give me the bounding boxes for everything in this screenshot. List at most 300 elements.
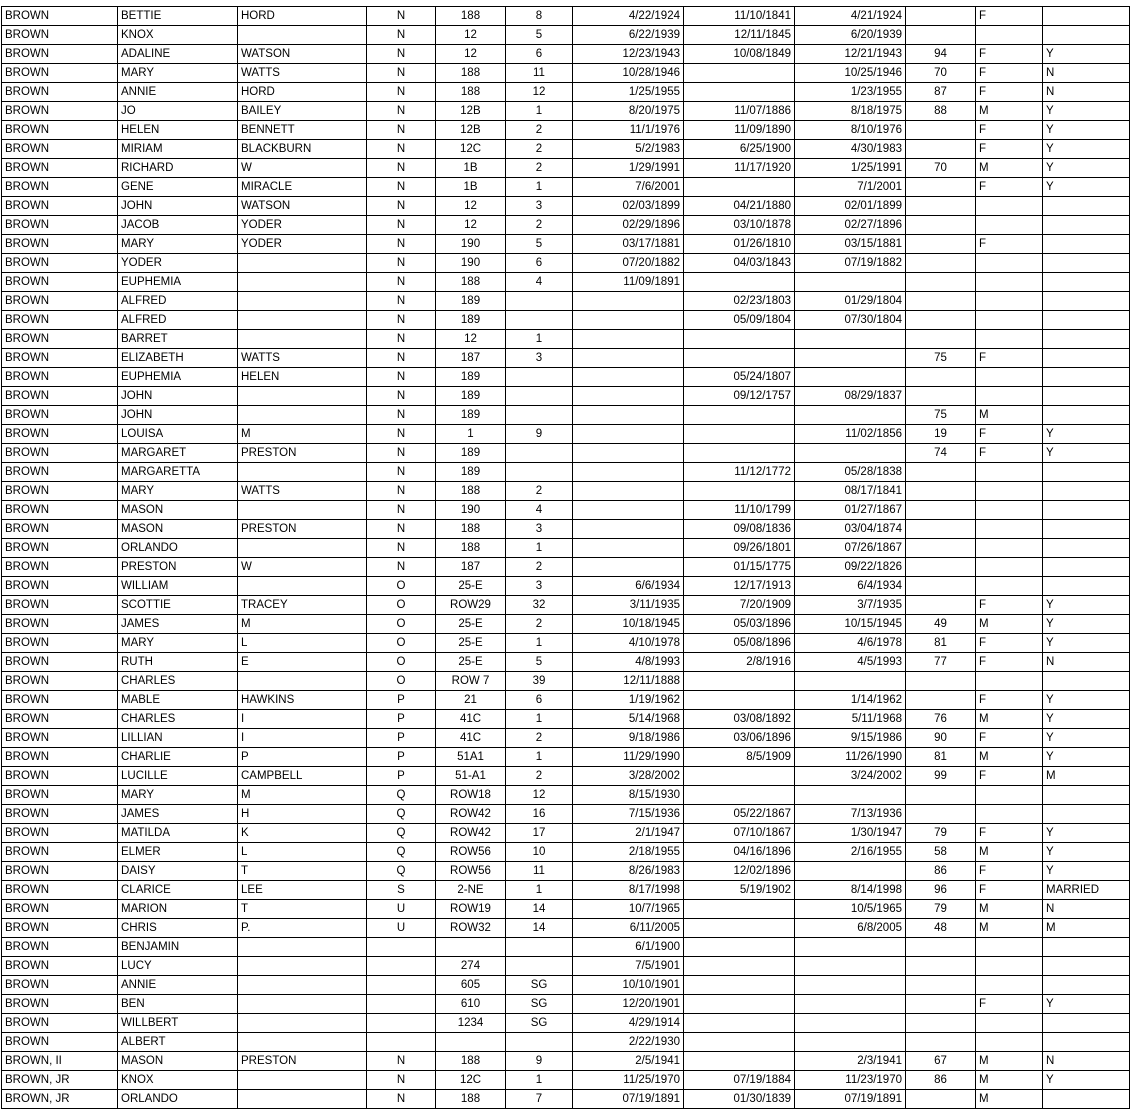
cell-sex: F (976, 425, 1043, 444)
cell-burial-date: 6/22/1939 (573, 26, 684, 45)
cell-flag (1043, 1090, 1130, 1109)
cell-middle-name (238, 577, 367, 596)
cell-grave (506, 1033, 573, 1052)
cell-middle-name: MIRACLE (238, 178, 367, 197)
cell-grave: 8 (506, 7, 573, 26)
cell-age (906, 254, 976, 273)
cell-birth-date (684, 1033, 795, 1052)
cell-surname: BROWN, JR (2, 1071, 118, 1090)
cell-section: N (367, 558, 436, 577)
cell-lot: 12C (436, 140, 506, 159)
cell-death-date: 7/13/1936 (795, 805, 906, 824)
table-row (2, 121, 1130, 140)
cell-age: 19 (906, 425, 976, 444)
cell-lot: 12 (436, 26, 506, 45)
cell-surname: BROWN (2, 406, 118, 425)
cell-birth-date (684, 83, 795, 102)
cell-sex (976, 938, 1043, 957)
cell-lot: 25-E (436, 653, 506, 672)
cell-middle-name (238, 957, 367, 976)
cell-first-name: EUPHEMIA (118, 368, 238, 387)
cell-burial-date: 11/25/1970 (573, 1071, 684, 1090)
cell-surname: BROWN (2, 45, 118, 64)
cell-grave: 2 (506, 482, 573, 501)
cell-flag: Y (1043, 843, 1130, 862)
cell-sex: F (976, 824, 1043, 843)
table-row (2, 64, 1130, 83)
cell-birth-date: 2/8/1916 (684, 653, 795, 672)
cell-burial-date: 11/09/1891 (573, 273, 684, 292)
cell-lot: 188 (436, 482, 506, 501)
cell-birth-date: 12/02/1896 (684, 862, 795, 881)
cell-lot: 12 (436, 330, 506, 349)
cell-flag (1043, 672, 1130, 691)
cell-flag: N (1043, 653, 1130, 672)
cell-flag (1043, 558, 1130, 577)
cell-grave: SG (506, 1014, 573, 1033)
cell-sex: M (976, 710, 1043, 729)
cell-death-date: 10/15/1945 (795, 615, 906, 634)
cell-burial-date: 2/22/1930 (573, 1033, 684, 1052)
cell-age (906, 805, 976, 824)
cell-birth-date (684, 330, 795, 349)
cell-death-date: 08/17/1841 (795, 482, 906, 501)
cell-surname: BROWN (2, 767, 118, 786)
table-row (2, 501, 1130, 520)
cell-section: N (367, 1052, 436, 1071)
cell-section: N (367, 482, 436, 501)
cell-middle-name: M (238, 615, 367, 634)
cell-flag (1043, 577, 1130, 596)
table-row (2, 349, 1130, 368)
cell-middle-name: P (238, 748, 367, 767)
table-row (2, 1033, 1130, 1052)
cell-section: N (367, 311, 436, 330)
cell-birth-date: 03/10/1878 (684, 216, 795, 235)
cell-grave: 2 (506, 558, 573, 577)
cell-lot: 188 (436, 1052, 506, 1071)
cell-surname: BROWN (2, 919, 118, 938)
cell-middle-name (238, 463, 367, 482)
cell-burial-date: 1/19/1962 (573, 691, 684, 710)
cell-sex (976, 1014, 1043, 1033)
cell-flag: Y (1043, 596, 1130, 615)
table-row (2, 976, 1130, 995)
cell-middle-name: CAMPBELL (238, 767, 367, 786)
table-row (2, 767, 1130, 786)
cell-age: 86 (906, 862, 976, 881)
cell-age: 75 (906, 349, 976, 368)
cell-section: Q (367, 805, 436, 824)
cell-birth-date (684, 1014, 795, 1033)
cell-surname: BROWN (2, 1014, 118, 1033)
cell-middle-name (238, 273, 367, 292)
cell-death-date: 1/14/1962 (795, 691, 906, 710)
cell-age (906, 7, 976, 26)
cell-burial-date: 7/15/1936 (573, 805, 684, 824)
cell-surname: BROWN (2, 539, 118, 558)
cell-age: 49 (906, 615, 976, 634)
cell-lot: 1B (436, 159, 506, 178)
cell-sex: F (976, 729, 1043, 748)
cell-death-date: 03/15/1881 (795, 235, 906, 254)
cell-birth-date: 09/26/1801 (684, 539, 795, 558)
cell-section: N (367, 235, 436, 254)
cell-death-date: 03/04/1874 (795, 520, 906, 539)
cell-first-name: ANNIE (118, 976, 238, 995)
cell-surname: BROWN (2, 520, 118, 539)
cell-first-name: RUTH (118, 653, 238, 672)
cell-sex: M (976, 1071, 1043, 1090)
cell-grave: 2 (506, 159, 573, 178)
cell-burial-date: 3/28/2002 (573, 767, 684, 786)
table-row (2, 311, 1130, 330)
cell-section: Q (367, 824, 436, 843)
cell-age (906, 368, 976, 387)
cell-death-date: 4/5/1993 (795, 653, 906, 672)
table-row (2, 691, 1130, 710)
cell-section: N (367, 444, 436, 463)
cell-flag (1043, 976, 1130, 995)
cell-sex: F (976, 767, 1043, 786)
cell-flag (1043, 197, 1130, 216)
cell-grave: 3 (506, 520, 573, 539)
table-row (2, 672, 1130, 691)
cell-death-date (795, 957, 906, 976)
cell-first-name: BETTIE (118, 7, 238, 26)
cell-sex (976, 197, 1043, 216)
cell-sex: F (976, 444, 1043, 463)
cell-section: N (367, 273, 436, 292)
cell-age (906, 577, 976, 596)
cell-sex (976, 558, 1043, 577)
cell-surname: BROWN (2, 463, 118, 482)
cell-sex: F (976, 862, 1043, 881)
cell-burial-date: 8/17/1998 (573, 881, 684, 900)
cell-sex: M (976, 1090, 1043, 1109)
cell-first-name: MASON (118, 501, 238, 520)
table-row (2, 463, 1130, 482)
cell-grave: 9 (506, 425, 573, 444)
cell-middle-name: T (238, 900, 367, 919)
cell-section: P (367, 767, 436, 786)
cell-flag (1043, 292, 1130, 311)
cell-birth-date (684, 178, 795, 197)
cell-burial-date (573, 558, 684, 577)
cell-sex (976, 957, 1043, 976)
cell-grave: 1 (506, 539, 573, 558)
cell-section: Q (367, 843, 436, 862)
cell-age (906, 1090, 976, 1109)
cell-birth-date: 02/23/1803 (684, 292, 795, 311)
table-row (2, 1052, 1130, 1071)
cell-death-date: 3/24/2002 (795, 767, 906, 786)
cell-section: N (367, 368, 436, 387)
cell-first-name: MARGARET (118, 444, 238, 463)
cell-grave: 1 (506, 710, 573, 729)
cell-lot: 190 (436, 501, 506, 520)
cell-first-name: ORLANDO (118, 1090, 238, 1109)
cell-middle-name: W (238, 159, 367, 178)
cell-death-date: 07/19/1882 (795, 254, 906, 273)
cell-burial-date (573, 349, 684, 368)
cell-death-date (795, 349, 906, 368)
cell-lot: 187 (436, 349, 506, 368)
cell-age: 67 (906, 1052, 976, 1071)
cell-birth-date: 12/17/1913 (684, 577, 795, 596)
cell-age (906, 273, 976, 292)
cell-sex: F (976, 83, 1043, 102)
cell-first-name: JAMES (118, 805, 238, 824)
cell-death-date: 6/8/2005 (795, 919, 906, 938)
cell-death-date: 1/23/1955 (795, 83, 906, 102)
table-row (2, 729, 1130, 748)
cell-flag: Y (1043, 862, 1130, 881)
table-row (2, 786, 1130, 805)
table-row (2, 273, 1130, 292)
cell-first-name: EUPHEMIA (118, 273, 238, 292)
cell-flag (1043, 463, 1130, 482)
table-row (2, 292, 1130, 311)
cell-lot: 187 (436, 558, 506, 577)
cell-section: O (367, 577, 436, 596)
cell-middle-name: PRESTON (238, 444, 367, 463)
cell-birth-date (684, 1052, 795, 1071)
cell-middle-name: I (238, 729, 367, 748)
cell-sex: M (976, 1052, 1043, 1071)
cell-section (367, 938, 436, 957)
burial-records-table (1, 6, 1130, 1109)
cell-surname: BROWN (2, 501, 118, 520)
cell-death-date (795, 938, 906, 957)
cell-age: 81 (906, 748, 976, 767)
cell-first-name: ELIZABETH (118, 349, 238, 368)
cell-section: N (367, 178, 436, 197)
cell-grave: 2 (506, 121, 573, 140)
cell-birth-date: 09/08/1836 (684, 520, 795, 539)
cell-burial-date (573, 444, 684, 463)
cell-death-date: 07/26/1867 (795, 539, 906, 558)
cell-first-name: MASON (118, 1052, 238, 1071)
cell-middle-name (238, 26, 367, 45)
cell-first-name: JO (118, 102, 238, 121)
cell-flag (1043, 406, 1130, 425)
cell-first-name: JOHN (118, 406, 238, 425)
cell-surname: BROWN, II (2, 1052, 118, 1071)
cell-first-name: KNOX (118, 26, 238, 45)
cell-flag: N (1043, 83, 1130, 102)
cell-grave: 4 (506, 501, 573, 520)
cell-grave: 4 (506, 273, 573, 292)
cell-lot: ROW29 (436, 596, 506, 615)
cell-surname: BROWN (2, 102, 118, 121)
cell-lot: 189 (436, 292, 506, 311)
cell-birth-date (684, 691, 795, 710)
cell-age (906, 1033, 976, 1052)
cell-grave: 17 (506, 824, 573, 843)
cell-surname: BROWN (2, 159, 118, 178)
cell-surname: BROWN (2, 254, 118, 273)
cell-birth-date: 03/08/1892 (684, 710, 795, 729)
cell-middle-name: PRESTON (238, 1052, 367, 1071)
cell-burial-date: 6/1/1900 (573, 938, 684, 957)
cell-birth-date: 7/20/1909 (684, 596, 795, 615)
cell-section: N (367, 102, 436, 121)
cell-sex (976, 482, 1043, 501)
cell-death-date: 8/18/1975 (795, 102, 906, 121)
cell-grave (506, 444, 573, 463)
cell-grave (506, 311, 573, 330)
cell-lot: ROW19 (436, 900, 506, 919)
table-row (2, 900, 1130, 919)
cell-surname: BROWN (2, 216, 118, 235)
cell-burial-date (573, 463, 684, 482)
table-row (2, 634, 1130, 653)
cell-flag (1043, 482, 1130, 501)
cell-burial-date: 10/18/1945 (573, 615, 684, 634)
cell-burial-date: 4/29/1914 (573, 1014, 684, 1033)
cell-middle-name: HORD (238, 83, 367, 102)
cell-grave: 32 (506, 596, 573, 615)
cell-middle-name: H (238, 805, 367, 824)
table-row (2, 1090, 1130, 1109)
cell-first-name: LOUISA (118, 425, 238, 444)
cell-first-name: CHARLIE (118, 748, 238, 767)
cell-section (367, 1014, 436, 1033)
cell-grave: 16 (506, 805, 573, 824)
cell-death-date: 6/20/1939 (795, 26, 906, 45)
cell-death-date: 11/23/1970 (795, 1071, 906, 1090)
cell-age (906, 121, 976, 140)
cell-middle-name: WATTS (238, 64, 367, 83)
cell-death-date (795, 862, 906, 881)
cell-lot: 189 (436, 444, 506, 463)
cell-age (906, 330, 976, 349)
cell-age (906, 482, 976, 501)
cell-death-date: 11/26/1990 (795, 748, 906, 767)
cell-sex: M (976, 615, 1043, 634)
cell-burial-date (573, 387, 684, 406)
cell-surname: BROWN (2, 938, 118, 957)
cell-lot: 188 (436, 539, 506, 558)
cell-grave: 5 (506, 653, 573, 672)
cell-lot: 25-E (436, 577, 506, 596)
table-row (2, 938, 1130, 957)
cell-sex (976, 501, 1043, 520)
cell-surname: BROWN (2, 900, 118, 919)
cell-surname: BROWN (2, 7, 118, 26)
cell-birth-date: 05/22/1867 (684, 805, 795, 824)
cell-burial-date: 8/26/1983 (573, 862, 684, 881)
cell-age (906, 957, 976, 976)
cell-death-date: 10/25/1946 (795, 64, 906, 83)
cell-middle-name: BENNETT (238, 121, 367, 140)
cell-age: 90 (906, 729, 976, 748)
cell-burial-date: 2/5/1941 (573, 1052, 684, 1071)
cell-first-name: RICHARD (118, 159, 238, 178)
cell-middle-name: BAILEY (238, 102, 367, 121)
cell-burial-date: 03/17/1881 (573, 235, 684, 254)
cell-middle-name: E (238, 653, 367, 672)
cell-grave: 1 (506, 1071, 573, 1090)
table-row (2, 1014, 1130, 1033)
cell-grave: 1 (506, 178, 573, 197)
cell-section: N (367, 140, 436, 159)
table-row (2, 330, 1130, 349)
cell-sex: F (976, 178, 1043, 197)
cell-lot: ROW18 (436, 786, 506, 805)
cell-sex: F (976, 596, 1043, 615)
table-row (2, 45, 1130, 64)
cell-middle-name (238, 1071, 367, 1090)
cell-middle-name: HELEN (238, 368, 367, 387)
cell-age: 77 (906, 653, 976, 672)
cell-lot: 12C (436, 1071, 506, 1090)
cell-section: S (367, 881, 436, 900)
cell-surname: BROWN (2, 691, 118, 710)
cell-burial-date: 5/2/1983 (573, 140, 684, 159)
cell-first-name: MARY (118, 64, 238, 83)
cell-burial-date: 4/10/1978 (573, 634, 684, 653)
cell-first-name: JAMES (118, 615, 238, 634)
cell-lot: 12B (436, 121, 506, 140)
cell-birth-date: 05/03/1896 (684, 615, 795, 634)
cell-birth-date (684, 672, 795, 691)
cell-middle-name (238, 501, 367, 520)
cell-death-date: 1/30/1947 (795, 824, 906, 843)
cell-surname: BROWN (2, 425, 118, 444)
cell-age (906, 26, 976, 45)
cell-death-date: 01/29/1804 (795, 292, 906, 311)
cell-lot: 189 (436, 406, 506, 425)
cell-surname: BROWN (2, 957, 118, 976)
cell-middle-name: BLACKBURN (238, 140, 367, 159)
cell-middle-name (238, 311, 367, 330)
cell-death-date: 2/16/1955 (795, 843, 906, 862)
cell-death-date: 01/27/1867 (795, 501, 906, 520)
cell-section (367, 995, 436, 1014)
table-row (2, 596, 1130, 615)
cell-lot: 1234 (436, 1014, 506, 1033)
cell-death-date (795, 444, 906, 463)
cell-middle-name (238, 254, 367, 273)
cell-burial-date: 07/19/1891 (573, 1090, 684, 1109)
cell-birth-date: 05/24/1807 (684, 368, 795, 387)
cell-first-name: CHARLES (118, 710, 238, 729)
cell-flag (1043, 311, 1130, 330)
cell-flag: N (1043, 900, 1130, 919)
cell-sex (976, 805, 1043, 824)
cell-death-date: 07/30/1804 (795, 311, 906, 330)
cell-death-date: 4/21/1924 (795, 7, 906, 26)
cell-death-date: 8/14/1998 (795, 881, 906, 900)
cell-section: N (367, 159, 436, 178)
table-row (2, 520, 1130, 539)
cell-lot: 12 (436, 45, 506, 64)
cell-age (906, 387, 976, 406)
cell-first-name: KNOX (118, 1071, 238, 1090)
table-row (2, 919, 1130, 938)
cell-age (906, 1014, 976, 1033)
cell-lot (436, 938, 506, 957)
cell-birth-date: 11/12/1772 (684, 463, 795, 482)
cell-burial-date: 8/20/1975 (573, 102, 684, 121)
cell-death-date: 05/28/1838 (795, 463, 906, 482)
cell-lot: 189 (436, 463, 506, 482)
cell-burial-date: 11/29/1990 (573, 748, 684, 767)
cell-sex: F (976, 881, 1043, 900)
cell-sex (976, 216, 1043, 235)
